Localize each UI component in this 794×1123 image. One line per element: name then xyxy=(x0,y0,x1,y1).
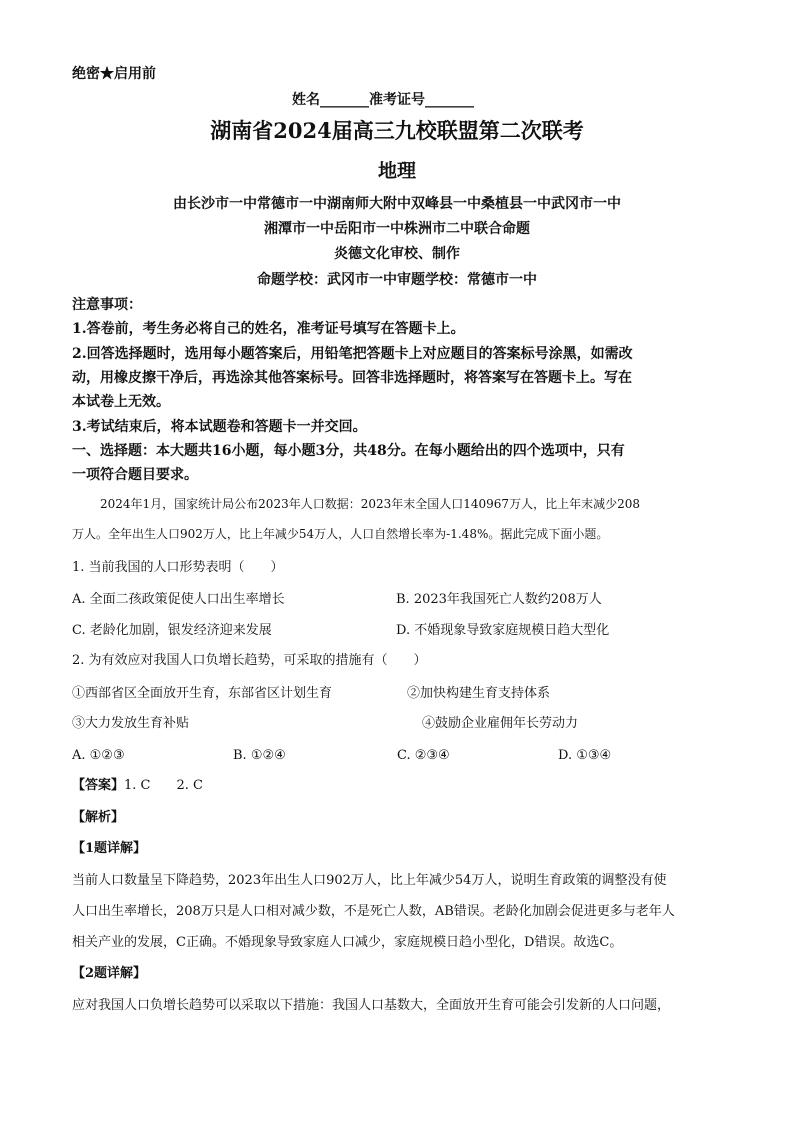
q1-option-c: C. 老龄化加剧，银发经济迎来发展 xyxy=(72,623,272,638)
q2-option-b: B. ①②④ xyxy=(233,748,286,763)
q1-explanation-line-2: 人口出生率增长，208万只是人口相对减少数，不是死亡人数，AB错误。老龄化加剧会促进更多与老年人 xyxy=(72,904,675,919)
answer-text: 1. C 2. C xyxy=(124,778,203,793)
passage-line-1: 2024年1月，国家统计局公布2023年人口数据：2023年末全国人口140967万人，比上年末减少208 xyxy=(100,497,640,511)
note-3: 3.考试结束后，将本试题卷和答题卡一并交回。 xyxy=(72,419,367,435)
passage-line-2: 万人。全年出生人口902万人，比上年减少54万人，人口自然增长率为-1.48%。据此完成下面小题。 xyxy=(72,527,609,541)
q2-statement-2: ②加快构建生育支持体系 xyxy=(407,686,551,701)
q2-statement-3: ③大力发放生育补贴 xyxy=(72,716,190,731)
schools-line-2: 湘潭市一中岳阳市一中株洲市二中联合命题 xyxy=(264,221,530,237)
q2-statement-1: ①西部省区全面放开生育，东部省区计划生育 xyxy=(72,686,333,701)
answer-line xyxy=(72,778,203,794)
q2-option-a: A. ①②③ xyxy=(72,748,125,763)
subject-title: 地理 xyxy=(377,160,416,182)
schools-line-3: 炎德文化审校、制作 xyxy=(334,246,460,262)
note-2-line-2: 动，用橡皮擦干净后，再选涂其他答案标号。回答非选择题时，将答案写在答题卡上。写在 xyxy=(72,370,632,386)
q2-statement-4: ④鼓励企业雇佣年长劳动力 xyxy=(422,716,579,731)
q2-detail-heading: 【2题详解】 xyxy=(72,966,147,981)
confidential-mark: 绝密★启用前 xyxy=(72,66,156,82)
q1-option-b: B. 2023年我国死亡人数约208万人 xyxy=(396,592,602,607)
note-2-line-1: 2.回答选择题时，选用每小题答案后，用铅笔把答题卡上对应题目的答案标号涂黑，如需改 xyxy=(72,346,633,362)
q1-detail-heading: 【1题详解】 xyxy=(72,841,147,856)
q2-explanation-line-1: 应对我国人口负增长趋势可以采取以下措施：我国人口基数大，全面放开生育可能会引发新的人口问题， xyxy=(72,998,671,1013)
name-id-field: 姓名_______准考证号_______ xyxy=(292,92,474,108)
schools-line-4: 命题学校：武冈市一中审题学校：常德市一中 xyxy=(257,272,537,288)
q1-option-a: A. 全面二孩政策促使人口出生率增长 xyxy=(72,592,285,607)
q1-explanation-line-3: 相关产业的发展，C正确。不婚现象导致家庭人口减少，家庭规模日趋小型化，D错误。故选C。 xyxy=(72,935,623,950)
notes-title: 注意事项： xyxy=(72,297,142,313)
exam-title: 湖南省2024届高三九校联盟第二次联考 xyxy=(210,118,584,143)
analysis-label: 【解析】 xyxy=(72,810,125,825)
note-1: 1.答卷前，考生务必将自己的姓名，准考证号填写在答题卡上。 xyxy=(72,321,465,337)
section-1-heading-line-1: 一、选择题：本大题共16小题，每小题3分，共48分。在每小题给出的四个选项中，只有 xyxy=(72,443,625,459)
note-2-line-3: 本试卷上无效。 xyxy=(72,394,170,410)
schools-line-1: 由长沙市一中常德市一中湖南师大附中双峰县一中桑植县一中武冈市一中 xyxy=(173,196,621,212)
question-1-stem: 1. 当前我国的人口形势表明（ ） xyxy=(72,560,284,575)
section-1-heading-line-2: 一项符合题目要求。 xyxy=(72,467,198,483)
q2-option-d: D. ①③④ xyxy=(558,748,612,763)
q1-explanation-line-1: 当前人口数量呈下降趋势，2023年出生人口902万人，比上年减少54万人，说明生育政策的调整没有使 xyxy=(72,873,667,888)
q2-option-c: C. ②③④ xyxy=(397,748,450,763)
q1-option-d: D. 不婚现象导致家庭规模日趋大型化 xyxy=(396,623,610,638)
question-2-stem: 2. 为有效应对我国人口负增长趋势，可采取的措施有（ ） xyxy=(72,653,427,668)
answer-label: 【答案】 xyxy=(72,778,125,793)
